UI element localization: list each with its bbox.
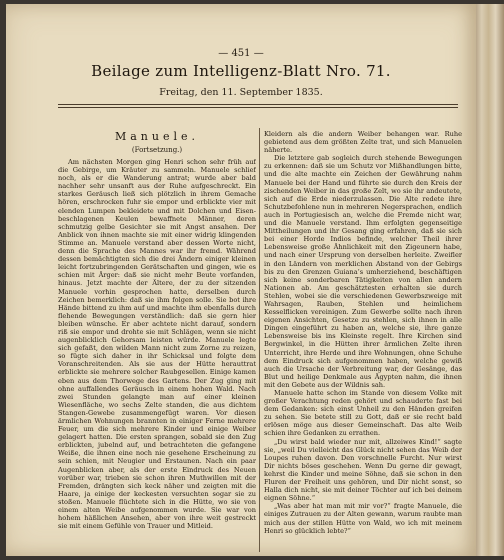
left-column bbox=[58, 130, 256, 552]
column-divider bbox=[259, 128, 260, 552]
page-number: — 451 — bbox=[218, 48, 264, 59]
page-title: Beilage zum Intelligenz-Blatt Nro. 71. bbox=[91, 62, 391, 80]
paragraph: Manuele hatte schon im Stande von diesem Volke mit großer Verachtung reden gehört und schauderte fast bei dem Gedanken: sich einst Unheil zu den Händen greifen zu sehen. Sie betete still zu Gott, daß er sie recht bald erlösen möge aus dieser Gemeinschaft. Das alte Weib schien ihre Gedanken zu errathen. bbox=[264, 389, 462, 438]
paragraph: Kleidern als die andern Weiber behangen war. Ruhe gebietend aus dem größten Zelte trat, und sich Manuelen näherte. bbox=[264, 130, 462, 155]
page-edge-stack bbox=[476, 4, 504, 556]
paragraph: „Was aber hat man mit mir vor?“ fragte Manuele, die einiges Zutrauen zu der Alten gewann, warum raubte man mich aus der stillen Hütte von Wald, wo ich mit meinem Henri so glücklich lebte?“ bbox=[264, 502, 462, 535]
dateline: Freitag, den 11. September 1835. bbox=[159, 87, 323, 98]
paragraph: Die letztere gab sogleich durch stehende Bewegungen zu erkennen: daß sie um Schutz vor Mißhandlungen bitte, und die alte machte ein Zeichen der Gewährung nahm Manuele bei der Hand und führte sie durch den Kreis der zischenden Weiber in das große Zelt, wo sie ihr andeutete, sich auf die Erde niederzulassen. Die Alte redete ihre Schutzbefohlene nun in mehreren Negersprachen, endlich auch in Portugiesisch an, welche die Fremde nicht war, und die Manuele verstand. Ihm erfolgten gegenseitige Mittheilungen und ihr Gesang ging erfahren, daß sie sich bei einer Horde Indios befinde, welcher Theil ihrer Lebensweise große Ähnlichkeit mit den Zigeunern habe, und nach einer Ursprung von derselben herleite. Zweifler in den Ländern von merklichen Abstand von der Gebirgs bis zu den Grenzen Guiana’s umherziehend, beschäftigen sich keine sonderbaren Tätigkeiten von allen andern Nationen ab. Am geschätztesten erhalten sie durch Stehlen, wobei sie die verschiedenen Gewerbszweige mit Wahrsagen, Rauben, Stehlen und heimlichem Kesselflicken vereinigen. Zum Gewerbe sollte nach ihren eigenen Ansichten, Gesetze zu stehlen, sich ihnen in alle Dingen eingeführt zu haben an, welche sie, ihre ganze Lebensweise bis ins Kleinste regelt. Ihre Kirchen sind Bergwinkel, in die Hütten ihrer ärmlichen Zelte ihren Unterricht, ihre Herde und ihre Wohnungen, ohne Schuhe dem Eindruck sich aufgenommen haben, welche gewiß auch die Ursache der Verbreitung war, der Gesänge, das Blut und heilige Denkmale aus Ägypten nahm, die ihnen mit den Gebete aus der Wildnis sah. bbox=[264, 154, 462, 389]
article-subheading: (Fortsetzung.) bbox=[131, 146, 183, 154]
paragraph: „Du wirst bald wieder nur mit, allzeiwes Kind!“ sagte sie, „weil Du vielleicht das Glück nicht sehen das Weib der Loupes ruhen davon. Den vorschnelle Furcht. Nur wirst Dir nichts böses geschehen. Wenn Du gerne dir gewagt, kehrst die Kinder und meine Söhne, daß sie schon in den Fluren der Freiheit uns gehören, und Dir nicht sonst, so Halla dich nicht, sie mit deiner Töchter auf ich bei deinem eignen Söhne.“ bbox=[264, 437, 462, 503]
header-rule-bottom bbox=[58, 107, 458, 108]
header-rule-top bbox=[58, 104, 458, 105]
paragraph: Am nächsten Morgen ging Henri schon sehr früh auf die Gebirge, um Kräuter zu sammeln. Manuele schlief noch, als er die Wanderung antrat; wurde aber bald nachher sehr unsanft aus der Ruhe aufgeschreckt. Ein starkes Geräusch ließ sich plötzlich in ihrem Gemache hören, erschrocken fuhr sie empor und erblickte vier mit elenden Lumpen bekleidete und mit Dolchen und Eisen-beschlagenen Keulen bewaffnete Männer, deren schmutzig gelbe Gesichter sie mit Angst ansahen. Der Anblick von ihnen machte sie mit einer widrig klingenden Stimme an. Manuele verstand aber dessen Worte nicht, denn die Sprache des Mannes war ihr fremd. Während dessen bemächtigten sich die drei Ändern einiger kleinen leicht fortzubringenden Gerätschaften und gingen, wie es schien mit Ärger: daß sie nicht mehr Beute vorfanden, hinaus. Jetzt machte der Ältere, der zu der sitzenden Manuele vorhin gesprochen hatte, derselben durch Zeichen bemerklich: daß sie ihm folgen solle. Sie bot ihre Hände bittend zu ihm auf und machte ihm ebenfalls durch flehende Bewegungen verständlich: daß sie gern hier bleiben wünsche. Er aber achtete nicht darauf, sondern riß sie empor und drohte sie mit Schlägen, wenn sie nicht augenblicklich Gehorsam leisten würde. Manuele legte sich gefaßt, den wilden Mann nicht zum Zorne zu reizen, so fügte sich daher in ihr Schicksal und folgte dem Voranschreitenden. Als sie aus der Hütte herauttrat erblickte sie mehrere solcher Raubgesellen. Einige kamen eben aus dem Thorwege des Gartens. Der Zug ging mit ohne auffallendes Geräusch in einem hohen Wald. Nach zwei Stunden gelangte man auf einer kleinen Wiesenfläche, wo sechs Zelte standen, die aus dichtem Stangen-Gewebe zusammengefügt waren. Vor diesen ärmlichen Wohnungen brannten in einiger Ferne mehrere Feuer, um die sich mehrere Kinder und einige Weiber gelagert hatten. Die ersten sprangen, sobald sie den Zug erblickten, jubelnd auf, und betrachteten die gefangene Weiße, die ihnen eine noch nie gesehene Erscheinung zu sein schien, mit Neugier und Erstaunen. Nach ein paar Augenblicken aber, als der erste Eindruck des Neuen vorüber war, trieben sie schon ihren Muthwillen mit der Fremden, drängten sich keck näher und zeigten mit die Haare, ja einige der keckesten versuchten sogar sie zu stoßen. Manuele flüchtete sich in die Hütte, wo sie von einem alten Weibe aufgenommen wurde. Sie war von hohem häßlichen Ansehen, aber von ihre weit gestreckt sie mit einem Gefühle von Trauer und Mitleid. bbox=[58, 158, 256, 531]
right-column bbox=[264, 130, 462, 552]
article-heading: Manuele. bbox=[114, 130, 200, 143]
newspaper-page bbox=[6, 4, 476, 556]
